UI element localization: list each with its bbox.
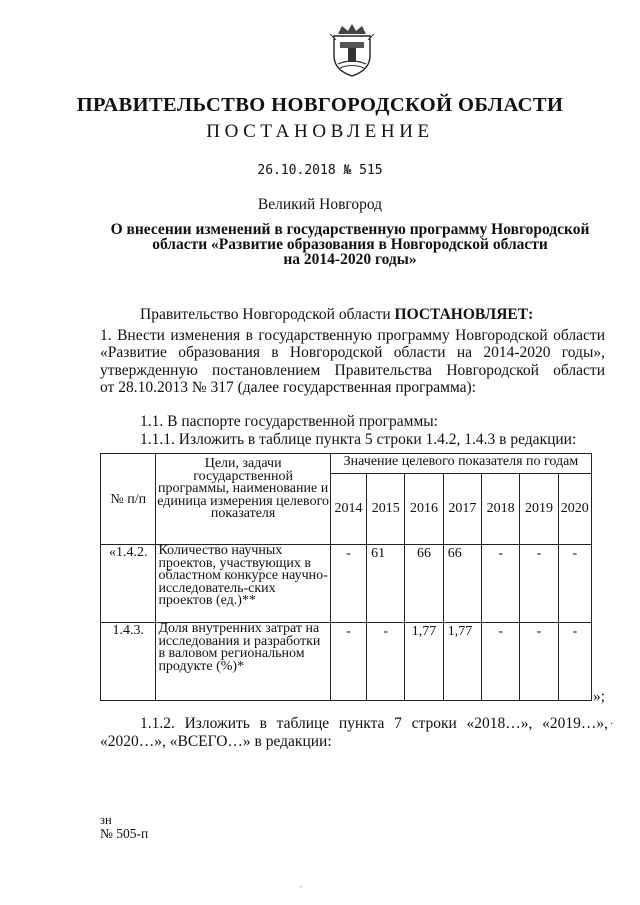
subject-line: О внесении изменений в государственную программу Новгородской bbox=[110, 221, 590, 238]
column-header-number: № п/п bbox=[101, 454, 156, 545]
value-cell: - bbox=[520, 545, 558, 623]
column-header-goal: Цели, задачи государственной программы, наименование и единица измерения целевого показателя bbox=[156, 454, 330, 545]
paragraph-1-1-2: 1.1.2. Изложить в таблице пункта 7 строки «2018…», «2019…», bbox=[140, 715, 608, 732]
subject-line: на 2014-2020 годы» bbox=[283, 251, 417, 268]
column-header-values: Значение целевого показателя по годам bbox=[330, 454, 591, 474]
registration-number: № 505-п bbox=[100, 826, 149, 841]
decree-subject bbox=[110, 222, 590, 267]
value-cell: - bbox=[482, 545, 520, 623]
value-cell: 1,77 bbox=[405, 623, 443, 701]
paragraph-1: 1. Внести изменения в государственную программу Новгородской области «Развитие образования в Новгородской области на 2014-2020 годы», bbox=[100, 327, 605, 362]
year-header: 2018 bbox=[482, 474, 520, 545]
paragraph-1-end: от 28.10.2013 № 317 (далее государственная программа): bbox=[100, 379, 476, 396]
row-number: «1.4.2. bbox=[101, 545, 156, 623]
value-cell: 1,77 bbox=[443, 623, 481, 701]
row-number: 1.4.3. bbox=[101, 623, 156, 701]
year-header: 2015 bbox=[367, 474, 405, 545]
executor-initials: зн bbox=[100, 813, 112, 827]
intro-resolves: ПОСТАНОВЛЯЕТ: bbox=[394, 306, 534, 323]
paragraph-1-1-2-cont: «2020…», «ВСЕГО…» в редакции: bbox=[100, 733, 332, 750]
value-cell: - bbox=[330, 545, 366, 623]
value-cell: - bbox=[558, 623, 591, 701]
value-cell: 66 bbox=[443, 545, 481, 623]
value-cell: - bbox=[367, 623, 405, 701]
year-header: 2017 bbox=[443, 474, 481, 545]
indicator-name: Доля внутренних затрат на исследования и разработки в валовом региональном продукте (%)* bbox=[156, 623, 330, 701]
coat-of-arms-icon bbox=[328, 22, 376, 78]
city-name: Великий Новгород bbox=[257, 196, 383, 213]
table-row bbox=[101, 623, 592, 701]
year-header: 2016 bbox=[405, 474, 443, 545]
subject-line: области «Развитие образования в Новгородской области bbox=[152, 236, 548, 253]
year-header: 2014 bbox=[330, 474, 366, 545]
paragraph-1-1: 1.1. В паспорте государственной программы: bbox=[140, 413, 438, 430]
table-row bbox=[101, 545, 592, 623]
value-cell: - bbox=[330, 623, 366, 701]
value-cell: - bbox=[482, 623, 520, 701]
government-title: ПРАВИТЕЛЬСТВО НОВГОРОДСКОЙ ОБЛАСТИ bbox=[76, 94, 564, 116]
intro-paragraph bbox=[140, 306, 533, 323]
value-cell: 61 bbox=[367, 545, 405, 623]
paragraph-1-cont: утвержденную постановлением Правительства Новгородской области bbox=[100, 362, 605, 379]
year-header: 2020 bbox=[558, 474, 591, 545]
closing-quote: »; bbox=[593, 688, 606, 705]
paragraph-1-1-1: 1.1.1. Изложить в таблице пункта 5 строки 1.4.2, 1.4.3 в редакции: bbox=[140, 431, 577, 448]
value-cell: - bbox=[520, 623, 558, 701]
indicator-table bbox=[100, 453, 592, 701]
indicator-name: Количество научных проектов, участвующих в областном конкурсе научно-исследователь-ских проектов (ед.)** bbox=[156, 545, 330, 623]
value-cell: - bbox=[558, 545, 591, 623]
page-mark: . bbox=[300, 880, 302, 889]
year-header: 2019 bbox=[520, 474, 558, 545]
decree-date-number: 26.10.2018 № 515 bbox=[257, 163, 383, 178]
value-cell: 66 bbox=[405, 545, 443, 623]
intro-text: Правительство Новгородской области bbox=[140, 306, 395, 323]
margin-mark: · bbox=[610, 719, 614, 730]
decree-title: ПОСТАНОВЛЕНИЕ bbox=[206, 121, 434, 142]
